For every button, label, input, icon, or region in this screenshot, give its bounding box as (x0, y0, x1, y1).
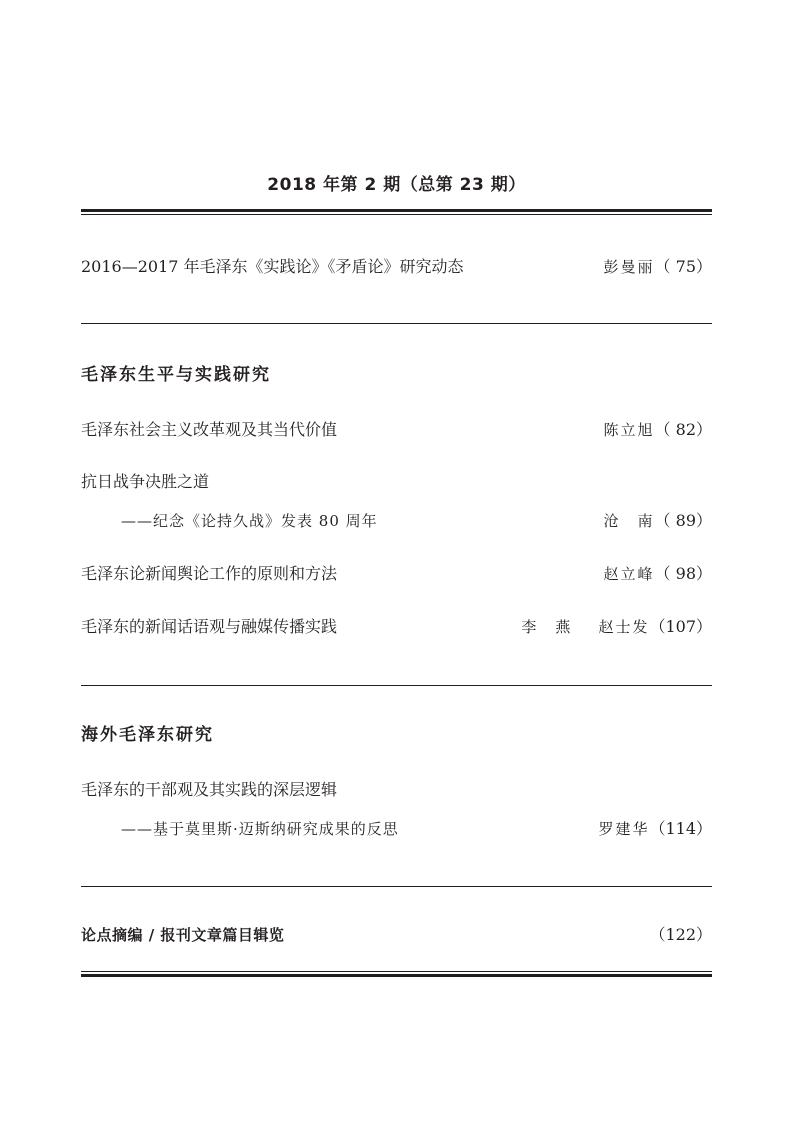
section-heading-life-practice: 毛泽东生平与实践研究 (81, 365, 271, 385)
bottom-double-rule (81, 971, 712, 977)
entry-byline (604, 254, 712, 280)
entry-subtitle: ——纪念《论持久战》发表 80 周年 (121, 512, 378, 530)
entry-author: 陈立旭 (603, 421, 655, 439)
entry-subtitle: ——基于莫里斯·迈斯纳研究成果的反思 (121, 820, 399, 838)
entry-title: 毛泽东社会主义改革观及其当代价值 (81, 420, 338, 439)
entry-page: （114） (649, 819, 712, 838)
issue-title: 2018 年第 2 期（总第 23 期） (267, 175, 526, 195)
toc-entry-subtitle-line[interactable] (81, 508, 712, 534)
entry-author: 沧 南 (603, 512, 655, 530)
toc-entry-title-line[interactable] (81, 777, 712, 803)
toc-entry[interactable] (81, 417, 712, 443)
entry-page: （ 82） (654, 420, 712, 439)
entry-page: （ 75） (654, 257, 712, 276)
entry-page: （107） (649, 617, 712, 636)
section-heading-overseas: 海外毛泽东研究 (81, 725, 214, 745)
entry-byline (604, 417, 712, 443)
toc-entry[interactable] (81, 561, 712, 587)
section-divider (81, 685, 712, 686)
entry-byline (604, 508, 712, 534)
entry-title: 毛泽东的新闻话语观与融媒传播实践 (81, 617, 338, 636)
table-of-contents (81, 0, 712, 1122)
entry-byline (604, 561, 712, 587)
section-divider (81, 323, 712, 324)
entry-page: （ 98） (654, 564, 712, 583)
entry-author-2: 赵士发 (598, 618, 650, 636)
entry-byline (521, 614, 712, 640)
toc-entry-intro[interactable] (81, 254, 712, 280)
entry-byline (598, 816, 712, 842)
entry-title: 毛泽东的干部观及其实践的深层逻辑 (81, 780, 338, 799)
entry-title: 2016—2017 年毛泽东《实践论》《矛盾论》研究动态 (81, 257, 464, 276)
entry-author: 赵立峰 (603, 565, 655, 583)
entry-author-1: 李 燕 (521, 618, 573, 636)
entry-author: 罗建华 (598, 820, 650, 838)
section-divider (81, 886, 712, 887)
toc-entry-digest[interactable] (81, 922, 712, 948)
top-double-rule (81, 209, 712, 215)
entry-page: （ 89） (654, 511, 712, 530)
toc-entry-title-line[interactable] (81, 469, 712, 495)
entry-title: 抗日战争决胜之道 (81, 472, 210, 491)
entry-author: 彭曼丽 (603, 258, 655, 276)
toc-entry-subtitle-line[interactable] (81, 816, 712, 842)
entry-title: 毛泽东论新闻舆论工作的原则和方法 (81, 564, 338, 583)
toc-entry[interactable] (81, 614, 712, 640)
entry-title: 论点摘编 / 报刊文章篇目辑览 (81, 926, 285, 944)
entry-page: （122） (649, 925, 712, 944)
